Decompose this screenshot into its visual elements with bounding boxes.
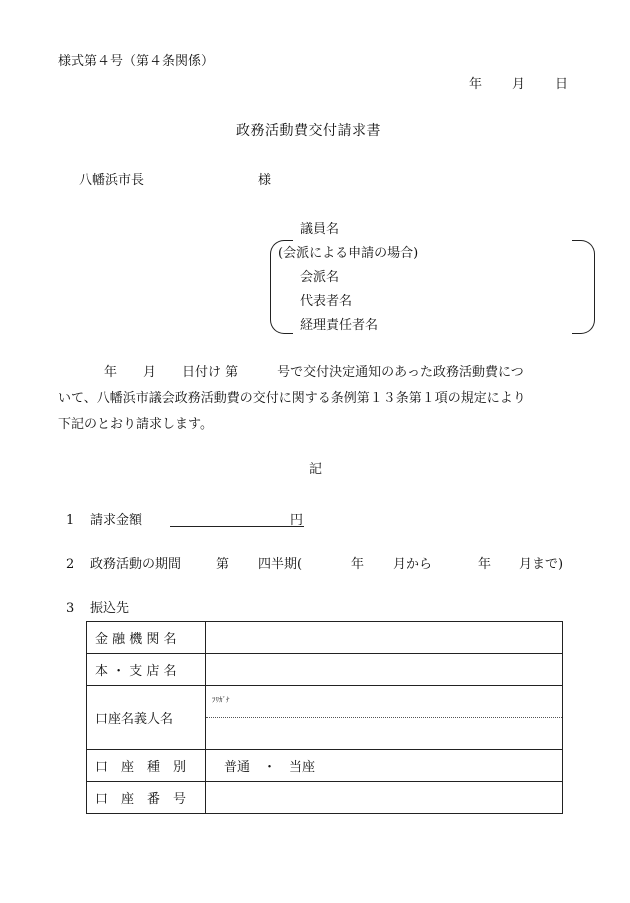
amount-underline — [170, 526, 304, 527]
document-title: 政務活動費交付請求書 — [236, 123, 381, 139]
account-number-field[interactable] — [206, 782, 563, 814]
item2-from: 月から — [393, 557, 433, 572]
furigana-label: ﾌﾘｶﾞﾅ — [212, 696, 230, 704]
item2-year1: 年 — [351, 557, 365, 572]
addressee-name: 八幡浜市長 — [79, 173, 145, 188]
table-row — [87, 622, 563, 654]
addressee-honorific: 様 — [258, 173, 272, 188]
bank-name-label: 金 融 機 関 名 — [87, 622, 206, 654]
request-body — [58, 360, 578, 438]
branch-name-field[interactable] — [206, 654, 563, 686]
item2-label: 政務活動の期間 — [90, 557, 182, 572]
faction-name-label: 会派名 — [300, 270, 340, 285]
table-row — [87, 782, 563, 814]
bank-account-table — [86, 621, 563, 814]
item2-quarter: 四半期( — [258, 557, 303, 572]
item2-number: 2 — [66, 557, 75, 572]
item2-year2: 年 — [478, 557, 492, 572]
right-bracket — [572, 240, 595, 334]
faction-note: (会派による申請の場合) — [278, 246, 419, 261]
date-day: 日 — [555, 77, 569, 92]
item1-label: 請求金額 — [90, 513, 143, 528]
item3-number: 3 — [66, 601, 75, 616]
item1-number: 1 — [66, 513, 75, 528]
account-number-label: 口 座 番 号 — [87, 782, 206, 814]
representative-label: 代表者名 — [300, 294, 353, 309]
member-name-label: 議員名 — [300, 222, 340, 237]
item2-to: 月まで) — [519, 557, 564, 572]
branch-name-label: 本 ・ 支 店 名 — [87, 654, 206, 686]
body-line-1: 年 月 日付け 第 号で交付決定通知のあった政務活動費につ — [104, 365, 524, 380]
account-holder-label: 口座名義人名 — [87, 686, 206, 750]
date-month: 月 — [512, 77, 526, 92]
item3-label: 振込先 — [90, 601, 130, 616]
account-type-value[interactable]: 普通 ・ 当座 — [206, 750, 563, 782]
table-row — [87, 686, 563, 750]
ki-heading: 記 — [309, 462, 323, 477]
table-row — [87, 750, 563, 782]
bank-name-field[interactable] — [206, 622, 563, 654]
item1-unit: 円 — [290, 513, 304, 528]
account-holder-field[interactable] — [206, 686, 563, 750]
body-line-3: 下記のとおり請求します。 — [58, 417, 213, 432]
body-line-2: いて、八幡浜市議会政務活動費の交付に関する条例第１３条第１項の規定により — [58, 391, 526, 406]
furigana-divider — [206, 717, 562, 718]
item2-dai: 第 — [216, 557, 230, 572]
account-type-label: 口 座 種 別 — [87, 750, 206, 782]
table-row — [87, 654, 563, 686]
date-year: 年 — [469, 77, 483, 92]
form-number: 様式第４号（第４条関係） — [58, 54, 215, 69]
accountant-label: 経理責任者名 — [300, 318, 379, 333]
